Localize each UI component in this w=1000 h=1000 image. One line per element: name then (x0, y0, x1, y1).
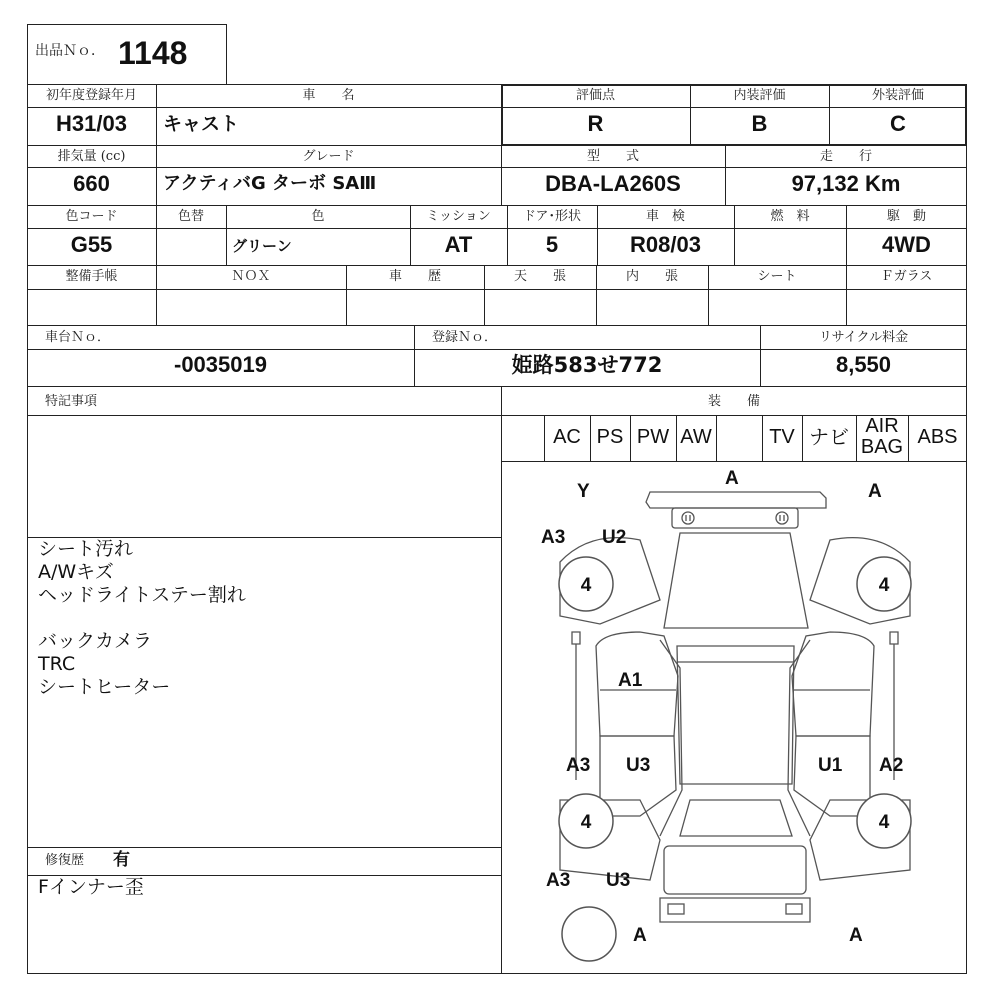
equip-ac: AC (553, 426, 581, 448)
remarks-label: 特記事項 (45, 394, 98, 409)
roof-shape (677, 646, 794, 784)
recycle-fee-label: リサイクル料金 (818, 330, 909, 345)
color-code-label: 色コード (65, 209, 118, 224)
remark-line: TRC (38, 653, 76, 675)
tire-spare (562, 907, 616, 961)
displacement-label: 排気量 (cc) (57, 149, 126, 164)
recycle-fee-value: 8,550 (835, 352, 892, 377)
mark-left-front: Y (577, 481, 590, 502)
car-name-label: 車 名 (302, 88, 355, 103)
left-rear-door-shape (600, 736, 676, 816)
right-rear-door-shape (794, 736, 870, 816)
mark-left-rear-door: A3 (566, 755, 591, 776)
mark-rear-left: A (633, 925, 647, 946)
registration-value: 姫路583せ772 (511, 353, 663, 377)
mission-value: AT (444, 232, 473, 257)
mark-left-quarter-2: U3 (606, 870, 631, 891)
repair-history-label: 修復歴 (45, 853, 85, 868)
lot-number: 1148 (118, 35, 188, 71)
mark-left-quarter: A3 (546, 870, 571, 891)
front-bumper-shape (646, 492, 826, 508)
displacement-value: 660 (73, 171, 110, 196)
doors-value: 5 (545, 232, 559, 257)
mileage-value: 97,132 Km (791, 171, 901, 196)
remark-line: ヘッドライトステー割れ (38, 584, 246, 606)
mark-rear-right: A (849, 925, 863, 946)
tire-front-right-label: 4 (878, 575, 890, 596)
interior-trim-label: 内 張 (625, 269, 678, 284)
equip-abs: ABS (917, 426, 958, 448)
maintenance-record-label: 整備手帳 (65, 269, 118, 284)
exterior-grade-label: 外装評価 (871, 88, 924, 103)
mark-left-rear-door-2: U3 (626, 755, 651, 776)
color-label: 色 (311, 209, 325, 224)
grade-label: グレード (302, 149, 355, 164)
drive-label: 駆 動 (886, 209, 926, 224)
score-value: R (587, 111, 604, 136)
rear-hatch-shape (680, 800, 792, 836)
remark-line: シート汚れ (38, 538, 134, 560)
mark-front-bumper: A (725, 468, 739, 489)
lot-label: 出品Ｎｏ． (35, 43, 105, 59)
mark-left-fender: A3 (541, 527, 566, 548)
drive-value: 4WD (882, 232, 931, 257)
tire-front-left-label: 4 (580, 575, 592, 596)
inspection-label: 車 検 (645, 209, 685, 224)
exterior-grade-value: C (890, 111, 906, 136)
seat-label: シート (757, 269, 797, 284)
equip-tv: TV (769, 426, 795, 448)
tire-rear-left-label: 4 (580, 812, 592, 833)
equip-pw: PW (636, 426, 670, 448)
equipment-label: 装 備 (707, 394, 760, 409)
remark-line: シートヒーター (38, 676, 171, 698)
equip-airbag: AIR BAG (860, 415, 904, 458)
mark-right-front: A (868, 481, 882, 502)
equip-ps: PS (596, 426, 624, 448)
chassis-value: -0035019 (174, 352, 267, 377)
car-name-value: キャスト (163, 113, 240, 135)
remark-line: バックカメラ (38, 630, 153, 652)
mission-label: ミッション (426, 209, 491, 224)
hood-shape (664, 533, 808, 628)
mileage-label: 走 行 (819, 149, 872, 164)
mark-right-rear-door-2: A2 (879, 755, 904, 776)
score-label: 評価点 (575, 88, 615, 103)
color-code-value: G55 (70, 232, 113, 257)
equip-navi: ナビ (809, 425, 849, 449)
doors-label: ドア･形状 (522, 209, 582, 224)
repair-history-value: 有 (113, 850, 130, 870)
tire-rear-right-label: 4 (878, 812, 890, 833)
fuel-label: 燃 料 (770, 209, 810, 224)
grade-value: アクティバG ターボ SAⅢ (163, 173, 377, 194)
nox-label: ＮＯＸ (231, 269, 271, 284)
chassis-label: 車台Ｎｏ． (45, 330, 111, 345)
grille-shape (672, 508, 798, 528)
first-registration-label: 初年度登録年月 (45, 88, 137, 103)
inspection-value: R08/03 (630, 232, 701, 257)
vehicle-history-label: 車 歴 (388, 269, 441, 284)
repair-note: Fインナー歪 (38, 876, 144, 898)
car-damage-diagram (501, 461, 967, 974)
mark-left-fender-2: U2 (602, 527, 627, 548)
remark-line (38, 607, 246, 630)
color-value: グリーン (232, 237, 292, 255)
first-registration-value: H31/03 (56, 111, 127, 136)
remarks-list (38, 538, 246, 699)
headliner-label: 天 張 (513, 269, 566, 284)
equip-aw: AW (680, 426, 712, 448)
mark-right-rear-door: U1 (818, 755, 843, 776)
registration-label: 登録Ｎｏ． (432, 330, 498, 345)
interior-grade-value: B (751, 111, 768, 136)
repaint-label: 色替 (177, 209, 204, 224)
model-value: DBA-LA260S (545, 171, 681, 196)
remark-line: A/Wキズ (38, 561, 114, 583)
interior-grade-label: 内装評価 (733, 88, 786, 103)
front-glass-label: Ｆガラス (880, 269, 933, 284)
rear-bumper-shape (660, 898, 810, 922)
mark-roof: A1 (618, 670, 643, 691)
model-label: 型 式 (586, 149, 639, 164)
